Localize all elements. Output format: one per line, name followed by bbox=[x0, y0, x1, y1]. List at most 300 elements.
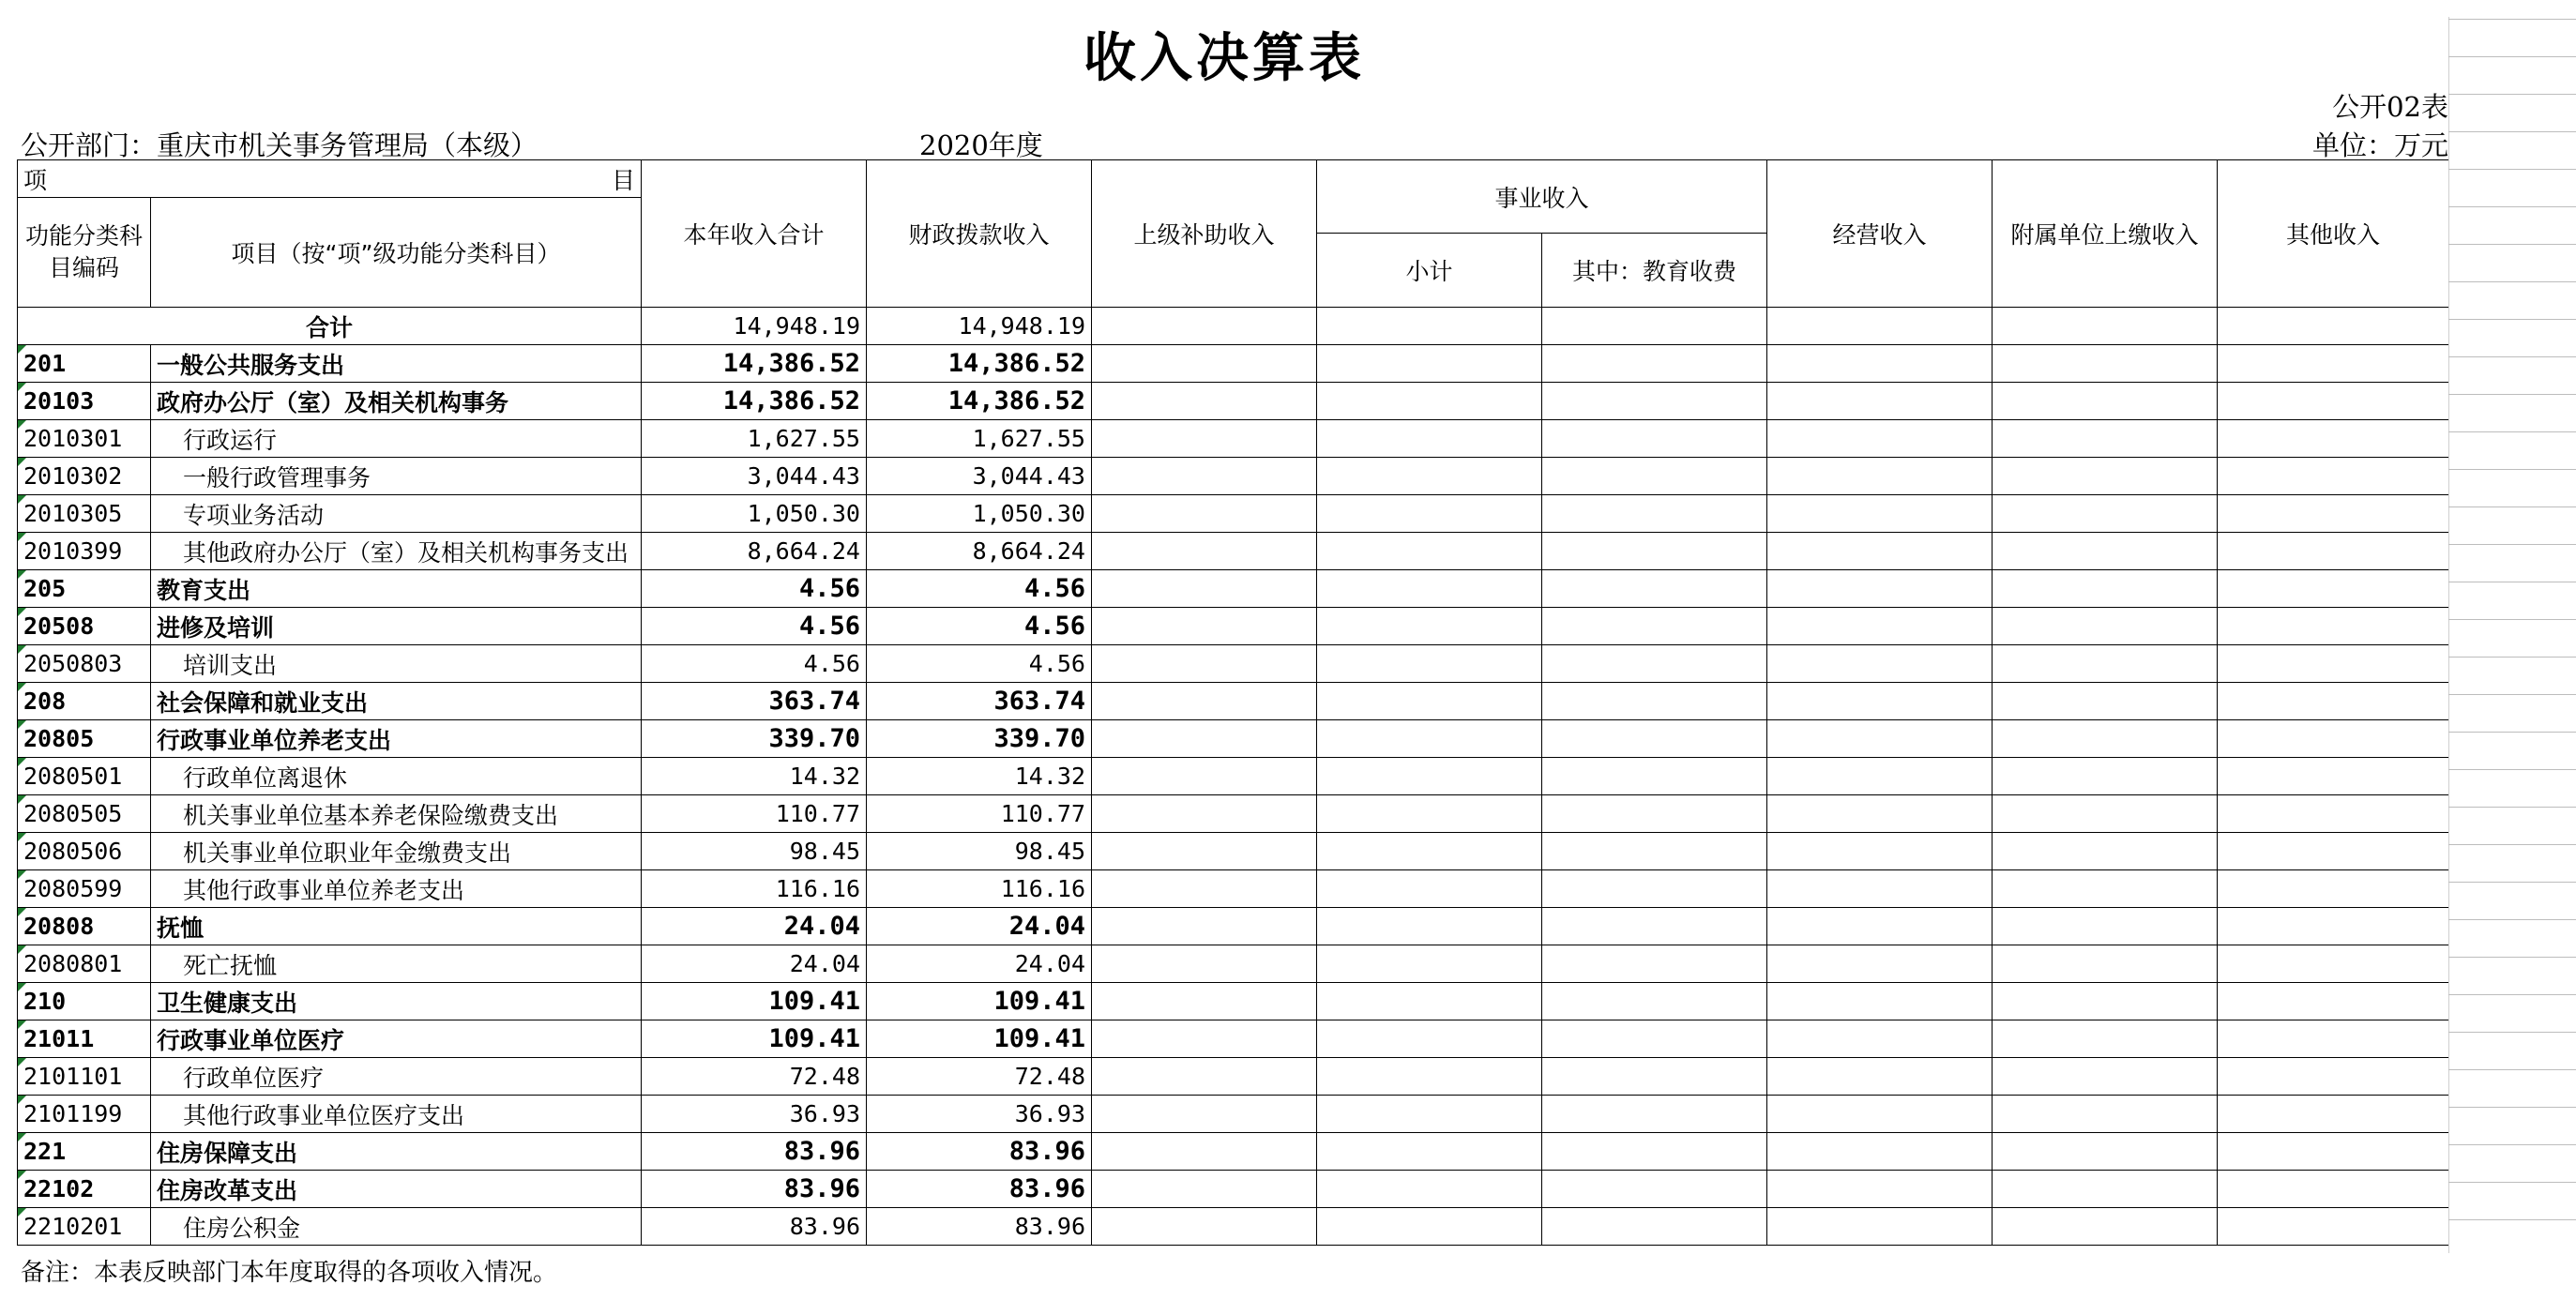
row-code[interactable]: 20808 bbox=[18, 908, 151, 945]
table-row bbox=[18, 1020, 2449, 1058]
empty-cell[interactable] bbox=[1542, 908, 1767, 945]
row-fiscal[interactable]: 3,044.43 bbox=[867, 458, 1092, 495]
row-code[interactable]: 2210201 bbox=[18, 1208, 151, 1246]
row-fiscal[interactable]: 83.96 bbox=[867, 1171, 1092, 1208]
row-name[interactable]: 一般行政管理事务 bbox=[151, 458, 642, 495]
empty-cell[interactable] bbox=[1317, 458, 1542, 495]
row-total[interactable]: 24.04 bbox=[642, 908, 867, 945]
empty-cell[interactable] bbox=[1542, 795, 1767, 833]
empty-cell[interactable] bbox=[1092, 383, 1317, 420]
row-name[interactable]: 社会保障和就业支出 bbox=[151, 683, 642, 720]
row-fiscal[interactable]: 8,664.24 bbox=[867, 533, 1092, 570]
empty-cell[interactable] bbox=[1993, 383, 2218, 420]
row-code[interactable]: 22102 bbox=[18, 1171, 151, 1208]
empty-cell[interactable] bbox=[1993, 1058, 2218, 1096]
table-row bbox=[18, 1171, 2449, 1208]
empty-cell[interactable] bbox=[1993, 1020, 2218, 1058]
empty-cell[interactable] bbox=[1542, 1133, 1767, 1171]
empty-cell[interactable] bbox=[1993, 795, 2218, 833]
empty-cell[interactable] bbox=[1317, 1096, 1542, 1133]
empty-cell[interactable] bbox=[1993, 833, 2218, 870]
empty-cell[interactable] bbox=[1092, 458, 1317, 495]
empty-cell[interactable] bbox=[1092, 495, 1317, 533]
row-fiscal[interactable]: 98.45 bbox=[867, 833, 1092, 870]
empty-cell[interactable] bbox=[2218, 495, 2449, 533]
form-number: 公开02表 bbox=[2332, 91, 2448, 123]
empty-cell[interactable] bbox=[2218, 870, 2449, 908]
empty-cell[interactable] bbox=[1092, 308, 1317, 345]
gridline bbox=[2448, 544, 2576, 545]
row-fiscal[interactable]: 339.70 bbox=[867, 720, 1092, 758]
row-fiscal[interactable]: 14,386.52 bbox=[867, 383, 1092, 420]
empty-cell[interactable] bbox=[1317, 570, 1542, 608]
empty-cell[interactable] bbox=[1542, 570, 1767, 608]
empty-cell[interactable] bbox=[1542, 833, 1767, 870]
unit-label: 单位：万元 bbox=[2311, 129, 2448, 161]
empty-cell[interactable] bbox=[1542, 870, 1767, 908]
row-total[interactable]: 14,386.52 bbox=[642, 383, 867, 420]
empty-cell[interactable] bbox=[1542, 458, 1767, 495]
row-code[interactable]: 2080801 bbox=[18, 945, 151, 983]
empty-cell[interactable] bbox=[1767, 345, 1993, 383]
row-code[interactable]: 2101199 bbox=[18, 1096, 151, 1133]
empty-cell[interactable] bbox=[1542, 758, 1767, 795]
header-superior[interactable]: 上级补助收入 bbox=[1092, 160, 1317, 308]
empty-cell[interactable] bbox=[1767, 533, 1993, 570]
empty-cell[interactable] bbox=[1993, 645, 2218, 683]
empty-cell[interactable] bbox=[1317, 1058, 1542, 1096]
row-total[interactable]: 14.32 bbox=[642, 758, 867, 795]
empty-cell[interactable] bbox=[2218, 308, 2449, 345]
header-name[interactable]: 项目（按“项”级功能分类科目） bbox=[151, 198, 642, 308]
row-name[interactable]: 行政运行 bbox=[151, 420, 642, 458]
row-code[interactable]: 2101101 bbox=[18, 1058, 151, 1096]
empty-cell[interactable] bbox=[1767, 758, 1993, 795]
row-fiscal[interactable]: 14.32 bbox=[867, 758, 1092, 795]
empty-cell[interactable] bbox=[1092, 1020, 1317, 1058]
empty-cell[interactable] bbox=[1993, 1133, 2218, 1171]
total-fiscal[interactable]: 14,948.19 bbox=[867, 308, 1092, 345]
gridline bbox=[2448, 19, 2576, 20]
empty-cell[interactable] bbox=[1767, 683, 1993, 720]
table-row bbox=[18, 533, 2449, 570]
empty-cell[interactable] bbox=[1767, 1133, 1993, 1171]
empty-cell[interactable] bbox=[1542, 533, 1767, 570]
row-fiscal[interactable]: 36.93 bbox=[867, 1096, 1092, 1133]
empty-cell[interactable] bbox=[2218, 1020, 2449, 1058]
total-amount[interactable]: 14,948.19 bbox=[642, 308, 867, 345]
empty-cell[interactable] bbox=[1542, 983, 1767, 1020]
empty-cell[interactable] bbox=[1767, 1020, 1993, 1058]
gridline bbox=[2448, 1069, 2576, 1070]
row-name[interactable]: 教育支出 bbox=[151, 570, 642, 608]
empty-cell[interactable] bbox=[1993, 870, 2218, 908]
gridline bbox=[2448, 94, 2576, 95]
empty-cell[interactable] bbox=[1767, 1096, 1993, 1133]
empty-cell[interactable] bbox=[1993, 495, 2218, 533]
header-mu: 目 bbox=[611, 166, 635, 194]
row-code[interactable]: 2080505 bbox=[18, 795, 151, 833]
empty-cell[interactable] bbox=[1767, 308, 1993, 345]
gridline bbox=[2448, 919, 2576, 920]
row-code[interactable]: 221 bbox=[18, 1133, 151, 1171]
row-name[interactable]: 抚恤 bbox=[151, 908, 642, 945]
row-fiscal[interactable]: 72.48 bbox=[867, 1058, 1092, 1096]
header-education[interactable]: 其中：教育收费 bbox=[1542, 234, 1767, 308]
row-total[interactable]: 83.96 bbox=[642, 1171, 867, 1208]
gridline bbox=[2448, 469, 2576, 470]
row-code[interactable]: 205 bbox=[18, 570, 151, 608]
empty-cell[interactable] bbox=[1542, 720, 1767, 758]
empty-cell[interactable] bbox=[1767, 795, 1993, 833]
empty-cell[interactable] bbox=[1542, 383, 1767, 420]
gridline bbox=[2448, 732, 2576, 733]
empty-cell[interactable] bbox=[1993, 1096, 2218, 1133]
empty-cell[interactable] bbox=[2218, 908, 2449, 945]
empty-cell[interactable] bbox=[1767, 1058, 1993, 1096]
empty-cell[interactable] bbox=[1542, 1058, 1767, 1096]
row-name[interactable]: 行政事业单位养老支出 bbox=[151, 720, 642, 758]
empty-cell[interactable] bbox=[1092, 758, 1317, 795]
row-name[interactable]: 其他政府办公厅（室）及相关机构事务支出 bbox=[151, 533, 642, 570]
gridline bbox=[2448, 657, 2576, 658]
row-name[interactable]: 其他行政事业单位医疗支出 bbox=[151, 1096, 642, 1133]
empty-cell[interactable] bbox=[2218, 833, 2449, 870]
page-title: 收入决算表 bbox=[1083, 28, 1365, 89]
empty-cell[interactable] bbox=[2218, 1133, 2449, 1171]
empty-cell[interactable] bbox=[1317, 870, 1542, 908]
empty-cell[interactable] bbox=[1767, 420, 1993, 458]
table-row bbox=[18, 495, 2449, 533]
empty-cell[interactable] bbox=[1317, 533, 1542, 570]
row-name[interactable]: 培训支出 bbox=[151, 645, 642, 683]
empty-cell[interactable] bbox=[1317, 645, 1542, 683]
empty-cell[interactable] bbox=[1317, 608, 1542, 645]
row-total[interactable]: 4.56 bbox=[642, 570, 867, 608]
row-name[interactable]: 行政单位医疗 bbox=[151, 1058, 642, 1096]
row-code[interactable]: 208 bbox=[18, 683, 151, 720]
table-row bbox=[18, 608, 2449, 645]
empty-cell[interactable] bbox=[1317, 720, 1542, 758]
empty-cell[interactable] bbox=[1317, 1208, 1542, 1246]
row-name[interactable]: 死亡抚恤 bbox=[151, 945, 642, 983]
total-label[interactable]: 合计 bbox=[18, 308, 642, 345]
table-row bbox=[18, 795, 2449, 833]
empty-cell[interactable] bbox=[1767, 1208, 1993, 1246]
row-code[interactable]: 20103 bbox=[18, 383, 151, 420]
empty-cell[interactable] bbox=[1993, 533, 2218, 570]
empty-cell[interactable] bbox=[1767, 983, 1993, 1020]
table-row bbox=[18, 683, 2449, 720]
empty-cell[interactable] bbox=[1317, 308, 1542, 345]
empty-cell[interactable] bbox=[2218, 345, 2449, 383]
empty-cell[interactable] bbox=[1317, 795, 1542, 833]
row-code[interactable]: 2010302 bbox=[18, 458, 151, 495]
empty-cell[interactable] bbox=[1317, 1171, 1542, 1208]
table-row bbox=[18, 570, 2449, 608]
row-total[interactable]: 8,664.24 bbox=[642, 533, 867, 570]
empty-cell[interactable] bbox=[1767, 645, 1993, 683]
empty-cell[interactable] bbox=[2218, 383, 2449, 420]
empty-cell[interactable] bbox=[1993, 1171, 2218, 1208]
row-name[interactable]: 住房公积金 bbox=[151, 1208, 642, 1246]
empty-cell[interactable] bbox=[2218, 983, 2449, 1020]
row-fiscal[interactable]: 109.41 bbox=[867, 1020, 1092, 1058]
row-code[interactable]: 210 bbox=[18, 983, 151, 1020]
empty-cell[interactable] bbox=[2218, 533, 2449, 570]
row-name[interactable]: 其他行政事业单位养老支出 bbox=[151, 870, 642, 908]
empty-cell[interactable] bbox=[1767, 570, 1993, 608]
table-row bbox=[18, 1096, 2449, 1133]
empty-cell[interactable] bbox=[1092, 983, 1317, 1020]
empty-cell[interactable] bbox=[1542, 683, 1767, 720]
row-fiscal[interactable]: 24.04 bbox=[867, 908, 1092, 945]
empty-cell[interactable] bbox=[1092, 345, 1317, 383]
row-name[interactable]: 专项业务活动 bbox=[151, 495, 642, 533]
empty-cell[interactable] bbox=[1092, 420, 1317, 458]
empty-cell[interactable] bbox=[2218, 608, 2449, 645]
empty-cell[interactable] bbox=[1092, 533, 1317, 570]
empty-cell[interactable] bbox=[1542, 1171, 1767, 1208]
empty-cell[interactable] bbox=[1542, 945, 1767, 983]
row-fiscal[interactable]: 4.56 bbox=[867, 608, 1092, 645]
row-fiscal[interactable]: 363.74 bbox=[867, 683, 1092, 720]
empty-cell[interactable] bbox=[1767, 833, 1993, 870]
gridline bbox=[2448, 17, 2449, 1253]
row-total[interactable]: 110.77 bbox=[642, 795, 867, 833]
header-code[interactable]: 功能分类科目编码 bbox=[18, 198, 151, 308]
empty-cell[interactable] bbox=[1317, 383, 1542, 420]
empty-cell[interactable] bbox=[1767, 495, 1993, 533]
empty-cell[interactable] bbox=[1317, 1133, 1542, 1171]
empty-cell[interactable] bbox=[1317, 683, 1542, 720]
row-fiscal[interactable]: 24.04 bbox=[867, 945, 1092, 983]
table-row bbox=[18, 758, 2449, 795]
empty-cell[interactable] bbox=[1092, 1058, 1317, 1096]
row-fiscal[interactable]: 83.96 bbox=[867, 1133, 1092, 1171]
row-total[interactable]: 363.74 bbox=[642, 683, 867, 720]
row-code[interactable]: 2010305 bbox=[18, 495, 151, 533]
empty-cell[interactable] bbox=[2218, 1171, 2449, 1208]
table-row bbox=[18, 720, 2449, 758]
empty-cell[interactable] bbox=[1993, 683, 2218, 720]
header-affiliated[interactable]: 附属单位上缴收入 bbox=[1993, 160, 2218, 308]
row-code[interactable]: 2010301 bbox=[18, 420, 151, 458]
row-fiscal[interactable]: 109.41 bbox=[867, 983, 1092, 1020]
header-total[interactable]: 本年收入合计 bbox=[642, 160, 867, 308]
empty-cell[interactable] bbox=[1317, 1020, 1542, 1058]
footnote: 备注：本表反映部门本年度取得的各项收入情况。 bbox=[21, 1259, 558, 1287]
empty-cell[interactable] bbox=[1542, 608, 1767, 645]
row-code[interactable]: 20805 bbox=[18, 720, 151, 758]
table-row bbox=[18, 1058, 2449, 1096]
empty-cell[interactable] bbox=[1542, 1208, 1767, 1246]
row-total[interactable]: 109.41 bbox=[642, 983, 867, 1020]
row-total[interactable]: 24.04 bbox=[642, 945, 867, 983]
empty-cell[interactable] bbox=[1542, 420, 1767, 458]
empty-cell[interactable] bbox=[1092, 570, 1317, 608]
gridline bbox=[2448, 1032, 2576, 1033]
empty-cell[interactable] bbox=[1317, 495, 1542, 533]
empty-cell[interactable] bbox=[2218, 1058, 2449, 1096]
row-fiscal[interactable]: 14,386.52 bbox=[867, 345, 1092, 383]
empty-cell[interactable] bbox=[1767, 908, 1993, 945]
row-total[interactable]: 83.96 bbox=[642, 1133, 867, 1171]
row-total[interactable]: 72.48 bbox=[642, 1058, 867, 1096]
empty-cell[interactable] bbox=[2218, 1096, 2449, 1133]
empty-cell[interactable] bbox=[1092, 908, 1317, 945]
header-fiscal[interactable]: 财政拨款收入 bbox=[867, 160, 1092, 308]
header-subtotal[interactable]: 小计 bbox=[1317, 234, 1542, 308]
row-name[interactable]: 政府办公厅（室）及相关机构事务 bbox=[151, 383, 642, 420]
empty-cell[interactable] bbox=[1767, 608, 1993, 645]
row-total[interactable]: 1,627.55 bbox=[642, 420, 867, 458]
empty-cell[interactable] bbox=[1542, 1096, 1767, 1133]
empty-cell[interactable] bbox=[1092, 683, 1317, 720]
empty-cell[interactable] bbox=[1092, 870, 1317, 908]
empty-cell[interactable] bbox=[1092, 720, 1317, 758]
empty-cell[interactable] bbox=[1317, 983, 1542, 1020]
empty-cell[interactable] bbox=[1542, 495, 1767, 533]
row-name[interactable]: 卫生健康支出 bbox=[151, 983, 642, 1020]
empty-cell[interactable] bbox=[1092, 608, 1317, 645]
row-name[interactable]: 一般公共服务支出 bbox=[151, 345, 642, 383]
gridline bbox=[2448, 694, 2576, 695]
row-total[interactable]: 3,044.43 bbox=[642, 458, 867, 495]
row-name[interactable]: 机关事业单位职业年金缴费支出 bbox=[151, 833, 642, 870]
row-total[interactable]: 4.56 bbox=[642, 645, 867, 683]
empty-cell[interactable] bbox=[1317, 345, 1542, 383]
gridline bbox=[2448, 431, 2576, 432]
empty-cell[interactable] bbox=[2218, 720, 2449, 758]
row-name[interactable]: 行政事业单位医疗 bbox=[151, 1020, 642, 1058]
row-fiscal[interactable]: 4.56 bbox=[867, 645, 1092, 683]
row-fiscal[interactable]: 4.56 bbox=[867, 570, 1092, 608]
empty-cell[interactable] bbox=[1993, 1208, 2218, 1246]
empty-cell[interactable] bbox=[1317, 908, 1542, 945]
table-row bbox=[18, 458, 2449, 495]
empty-cell[interactable] bbox=[2218, 420, 2449, 458]
row-total[interactable]: 36.93 bbox=[642, 1096, 867, 1133]
row-code[interactable]: 2080506 bbox=[18, 833, 151, 870]
gridline bbox=[2448, 356, 2576, 357]
empty-cell[interactable] bbox=[1767, 1171, 1993, 1208]
empty-cell[interactable] bbox=[1542, 645, 1767, 683]
header-business[interactable]: 事业收入 bbox=[1317, 160, 1767, 234]
row-name[interactable]: 行政单位离退休 bbox=[151, 758, 642, 795]
empty-cell[interactable] bbox=[1767, 383, 1993, 420]
empty-cell[interactable] bbox=[1993, 308, 2218, 345]
row-total[interactable]: 98.45 bbox=[642, 833, 867, 870]
empty-cell[interactable] bbox=[1092, 645, 1317, 683]
row-fiscal[interactable]: 116.16 bbox=[867, 870, 1092, 908]
gridline bbox=[2448, 1182, 2576, 1183]
row-fiscal[interactable]: 83.96 bbox=[867, 1208, 1092, 1246]
empty-cell[interactable] bbox=[1542, 308, 1767, 345]
row-code[interactable]: 201 bbox=[18, 345, 151, 383]
gridline bbox=[2448, 244, 2576, 245]
empty-cell[interactable] bbox=[1993, 945, 2218, 983]
empty-cell[interactable] bbox=[1092, 1096, 1317, 1133]
empty-cell[interactable] bbox=[2218, 458, 2449, 495]
empty-cell[interactable] bbox=[1317, 758, 1542, 795]
row-name[interactable]: 住房保障支出 bbox=[151, 1133, 642, 1171]
empty-cell[interactable] bbox=[1767, 458, 1993, 495]
empty-cell[interactable] bbox=[1993, 908, 2218, 945]
header-other[interactable]: 其他收入 bbox=[2218, 160, 2449, 308]
empty-cell[interactable] bbox=[2218, 1208, 2449, 1246]
row-total[interactable]: 109.41 bbox=[642, 1020, 867, 1058]
row-name[interactable]: 机关事业单位基本养老保险缴费支出 bbox=[151, 795, 642, 833]
header-xiang-mu[interactable] bbox=[18, 160, 642, 198]
row-code[interactable]: 2010399 bbox=[18, 533, 151, 570]
empty-cell[interactable] bbox=[1993, 458, 2218, 495]
empty-cell[interactable] bbox=[1993, 570, 2218, 608]
empty-cell[interactable] bbox=[1092, 945, 1317, 983]
row-total[interactable]: 116.16 bbox=[642, 870, 867, 908]
row-code[interactable]: 20508 bbox=[18, 608, 151, 645]
table-body bbox=[18, 160, 2449, 1246]
empty-cell[interactable] bbox=[1993, 420, 2218, 458]
empty-cell[interactable] bbox=[1767, 945, 1993, 983]
empty-cell[interactable] bbox=[1993, 983, 2218, 1020]
row-total[interactable]: 4.56 bbox=[642, 608, 867, 645]
empty-cell[interactable] bbox=[1092, 1171, 1317, 1208]
empty-cell[interactable] bbox=[2218, 645, 2449, 683]
empty-cell[interactable] bbox=[2218, 945, 2449, 983]
row-code[interactable]: 2080501 bbox=[18, 758, 151, 795]
gridline bbox=[2448, 994, 2576, 995]
row-total[interactable]: 83.96 bbox=[642, 1208, 867, 1246]
empty-cell[interactable] bbox=[1993, 720, 2218, 758]
row-name[interactable]: 进修及培训 bbox=[151, 608, 642, 645]
row-code[interactable]: 21011 bbox=[18, 1020, 151, 1058]
empty-cell[interactable] bbox=[1542, 345, 1767, 383]
empty-cell[interactable] bbox=[1317, 945, 1542, 983]
row-fiscal[interactable]: 110.77 bbox=[867, 795, 1092, 833]
table-row bbox=[18, 1133, 2449, 1171]
empty-cell[interactable] bbox=[2218, 570, 2449, 608]
row-code[interactable]: 2080599 bbox=[18, 870, 151, 908]
row-code[interactable]: 2050803 bbox=[18, 645, 151, 683]
empty-cell[interactable] bbox=[1092, 833, 1317, 870]
empty-cell[interactable] bbox=[1993, 608, 2218, 645]
empty-cell[interactable] bbox=[1767, 720, 1993, 758]
row-total[interactable]: 1,050.30 bbox=[642, 495, 867, 533]
empty-cell[interactable] bbox=[1092, 1133, 1317, 1171]
row-fiscal[interactable]: 1,050.30 bbox=[867, 495, 1092, 533]
row-total[interactable]: 339.70 bbox=[642, 720, 867, 758]
table-row bbox=[18, 983, 2449, 1020]
empty-cell[interactable] bbox=[1993, 758, 2218, 795]
row-fiscal[interactable]: 1,627.55 bbox=[867, 420, 1092, 458]
empty-cell[interactable] bbox=[1317, 833, 1542, 870]
gridline bbox=[2448, 1107, 2576, 1108]
empty-cell[interactable] bbox=[1092, 795, 1317, 833]
gridline bbox=[2448, 1144, 2576, 1145]
empty-cell[interactable] bbox=[1317, 420, 1542, 458]
header-operating[interactable]: 经营收入 bbox=[1767, 160, 1993, 308]
empty-cell[interactable] bbox=[1993, 345, 2218, 383]
empty-cell[interactable] bbox=[2218, 758, 2449, 795]
row-name[interactable]: 住房改革支出 bbox=[151, 1171, 642, 1208]
empty-cell[interactable] bbox=[1092, 1208, 1317, 1246]
empty-cell[interactable] bbox=[2218, 795, 2449, 833]
empty-cell[interactable] bbox=[2218, 683, 2449, 720]
row-total[interactable]: 14,386.52 bbox=[642, 345, 867, 383]
empty-cell[interactable] bbox=[1542, 1020, 1767, 1058]
empty-cell[interactable] bbox=[1767, 870, 1993, 908]
